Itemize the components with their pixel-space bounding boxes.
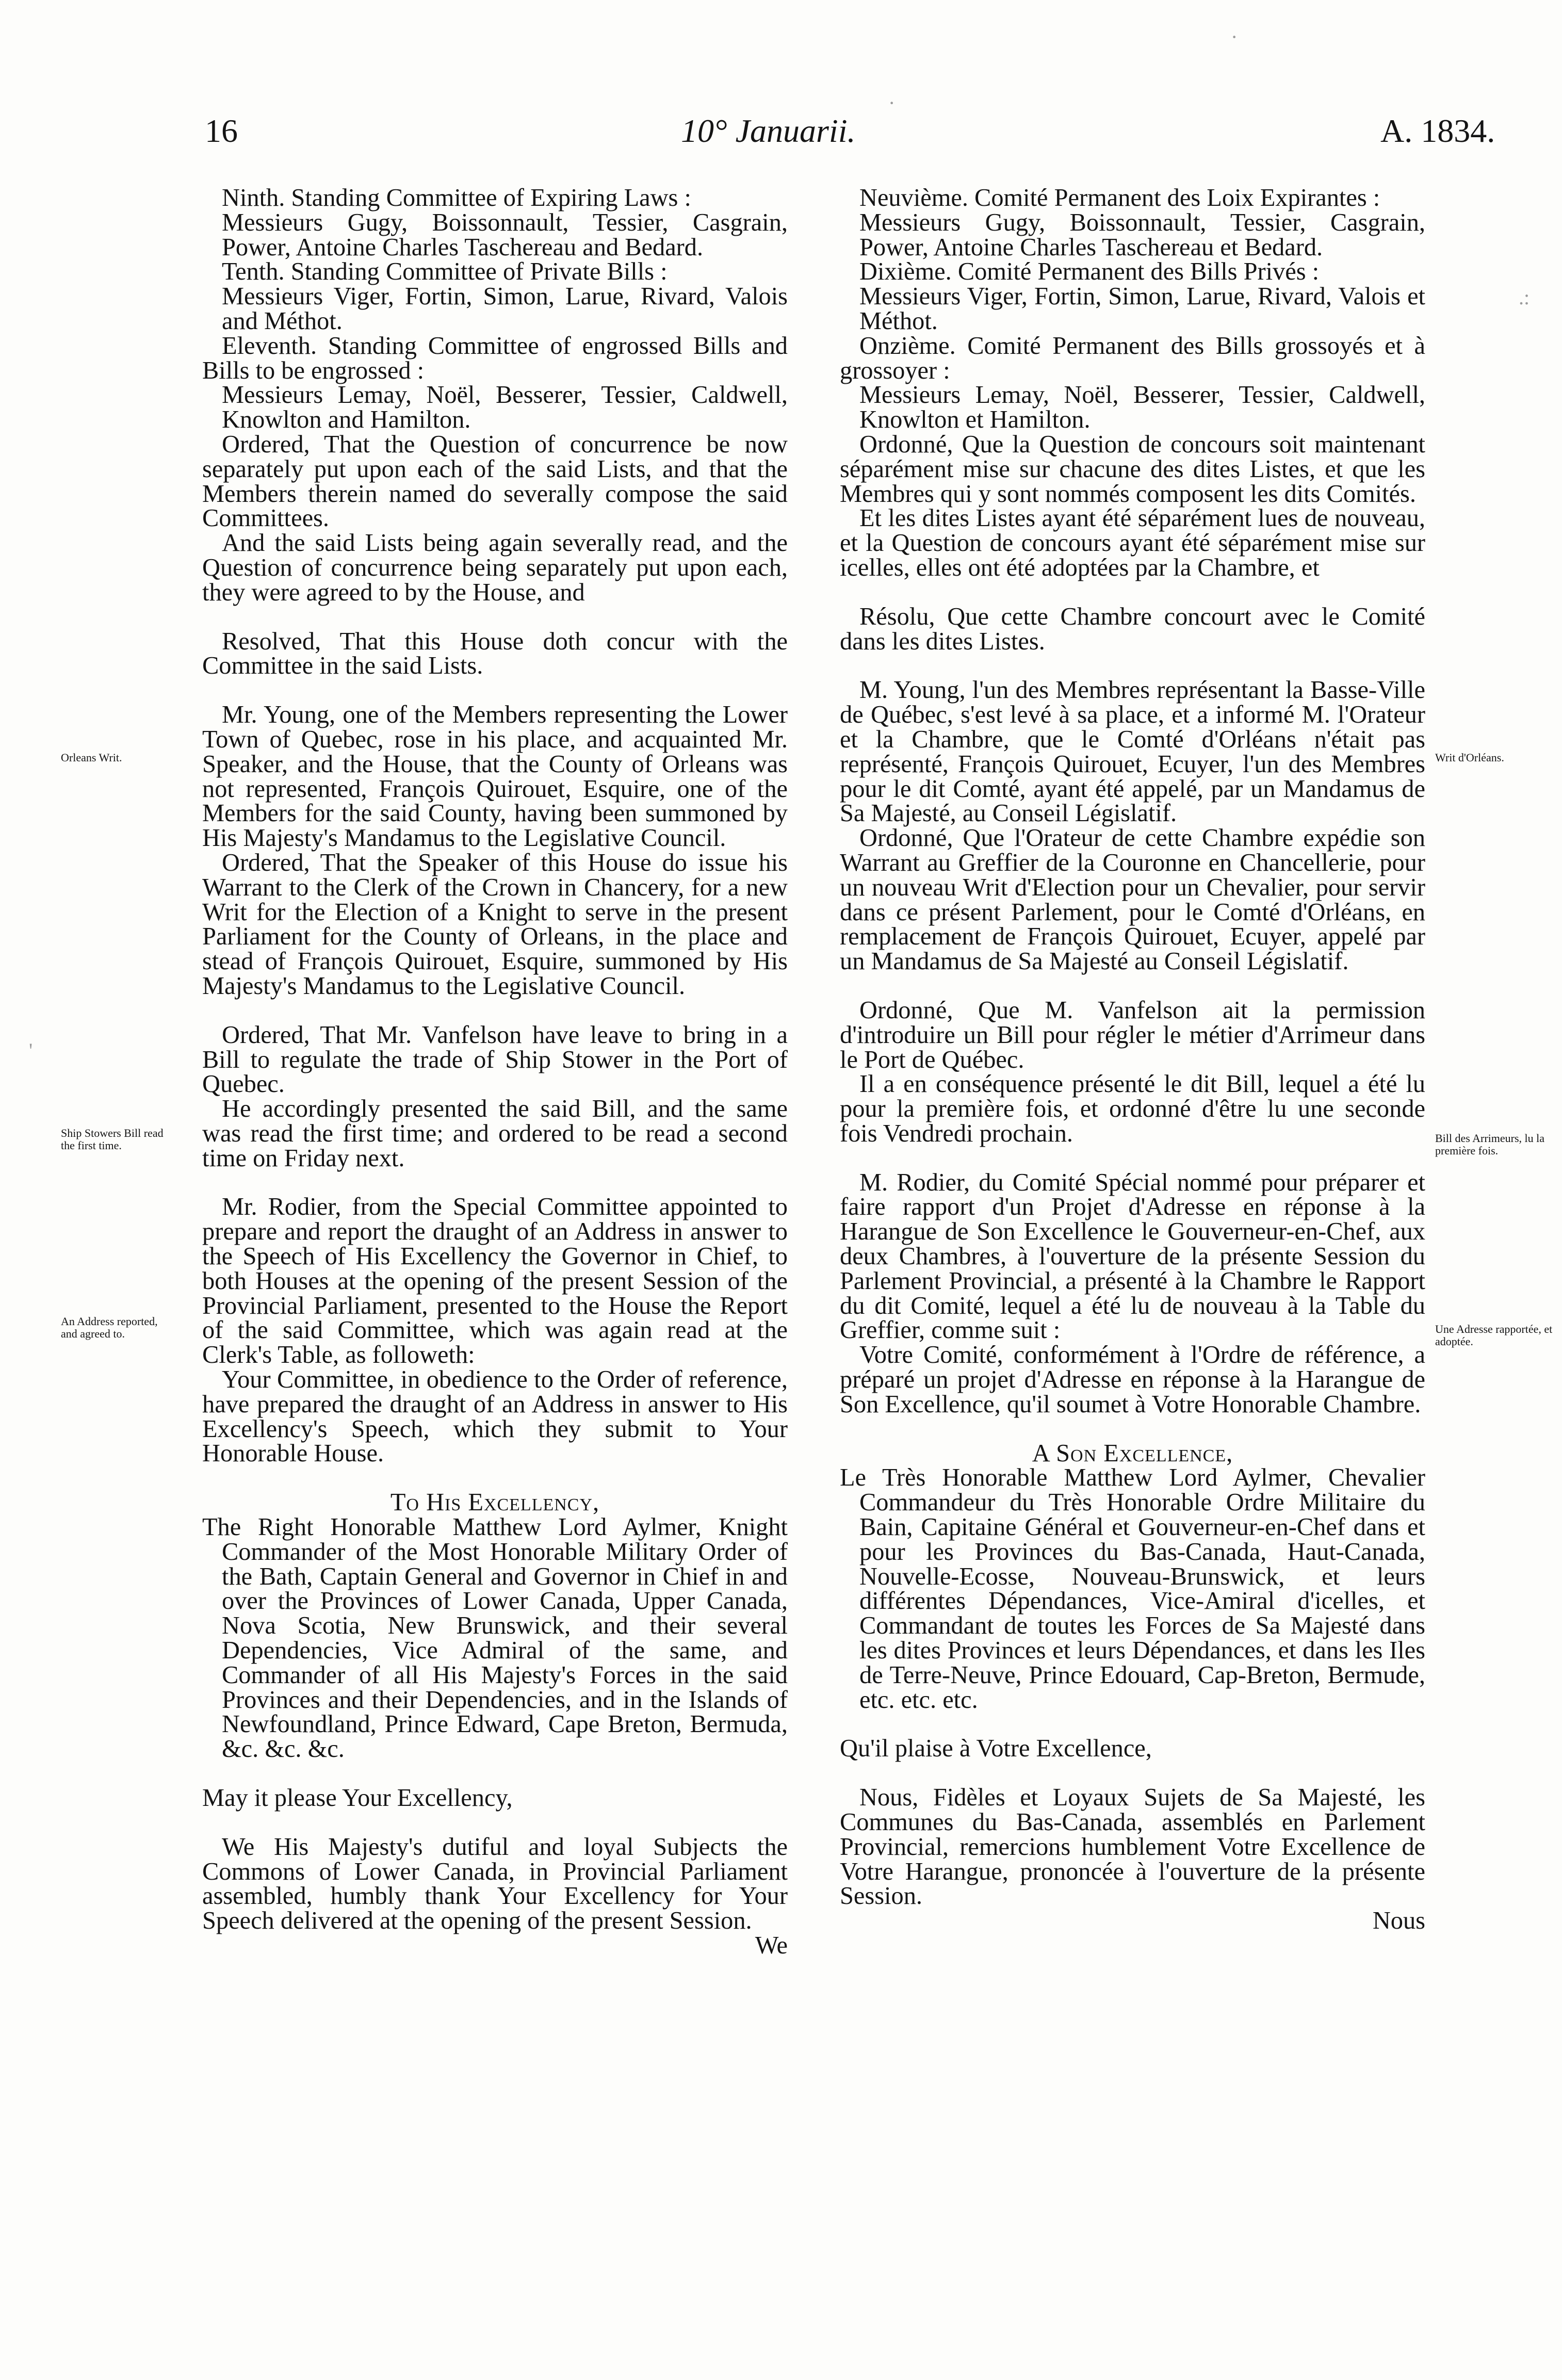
page-date: 10° Januarii. [681, 112, 856, 149]
rodier-paragraph: M. Rodier, du Comité Spécial nommé pour préparer et faire rapport d'un Projet d'Adresse en réponse à la Harangue de Son Excellence le Gouverneur-en-Chef, aux deux Chambres, à l'ouverture de la présente Session du Parlement Provincial, a présenté à la Chambre le Rapport du dit Comité, lequel a été lu de nouveau à la Table du Greffier, comme suit : [840, 1168, 1425, 1344]
french-column [840, 186, 1425, 1933]
lists-read-paragraph: Et les dites Listes ayant été séparément lues de nouveau, et la Question de concours ayant été séparément mise sur icelles, elles ont été adoptées par la Chambre, et [840, 504, 1425, 581]
scan-speck: · [888, 91, 896, 115]
tenth-committee-members: Messieurs Viger, Fortin, Simon, Larue, Rivard, Valois et Méthot. [859, 283, 1425, 335]
resolved-paragraph: Resolved, That this House doth concur with the Committee in the said Lists. [202, 627, 788, 680]
margin-note-bill-arrimeurs: Bill des Arrimeurs, lu la première fois. [1435, 1132, 1545, 1157]
tenth-committee-members: Messieurs Viger, Fortin, Simon, Larue, Rivard, Valois and Méthot. [222, 283, 788, 335]
ordered-writ-paragraph: Ordonné, Que l'Orateur de cette Chambre expédie son Warrant au Greffier de la Couronne en Chancellerie, pour un nouveau Writ d'Election pour un Chevalier, pour servir dans ce présent Parlement, pour le Comté d'Orléans, en remplacement de François Quirouet, Ecuyer, appelé par un Mandamus de Sa Majesté au Conseil Législatif. [840, 824, 1425, 975]
ordered-bill-paragraph: Ordered, That Mr. Vanfelson have leave to bring in a Bill to regulate the trade of Ship Stower in the Port of Quebec. [202, 1021, 788, 1098]
scan-speck: .: [1519, 286, 1530, 309]
margin-note-ship-stowers-bill: Ship Stowers Bill read the first time. [61, 1127, 164, 1152]
address-body-paragraph: Nous, Fidèles et Loyaux Sujets de Sa Majesté, les Communes du Bas-Canada, assemblés en Parlement Provincial, remercions humblement Votre Excellence de Votre Harangue, prononcée à l'ouverture de la présente Session. [840, 1784, 1425, 1910]
eleventh-committee-members: Messieurs Lemay, Noël, Besserer, Tessier, Caldwell, Knowlton and Hamilton. [222, 381, 788, 434]
margin-note-address-reported: An Address reported, and agreed to. [61, 1315, 158, 1340]
aylmer-titles-paragraph: Le Très Honorable Matthew Lord Aylmer, Chevalier Commandeur du Très Honorable Ordre Militaire du Bain, Capitaine Général et Gouverneur-en-Chef dans et pour les Provinces du Bas-Canada, Haut-Canada, Nouvelle-Ecosse, Nouveau-Brunswick, et leurs différentes Dépendances, Vice-Amiral d'icelles, et Commandant de toutes les Forces de Sa Majesté dans les dites Provinces et leurs Dépendances, et dans les Iles de Terre-Neuve, Prince Edouard, Cap-Breton, Bermude, etc. etc. etc. [840, 1464, 1425, 1714]
margin-note-writ-orleans: Writ d'Orléans. [1435, 751, 1504, 764]
margin-note-orleans-writ: Orleans Writ. [61, 751, 122, 764]
tenth-committee-title: Tenth. Standing Committee of Private Bills : [222, 258, 668, 286]
page-number: 16 [205, 112, 238, 149]
salutation: May it please Your Excellency, [202, 1784, 513, 1812]
bill-presented-paragraph: He accordingly presented the said Bill, and the same was read the first time; and ordered to be read a second time on Friday next. [202, 1095, 788, 1172]
ordered-concurrence: Ordonné, Que la Question de concours soit maintenant séparément mise sur chacune des dites Listes, et que les Membres qui y sont nommés composent les dits Comités. [840, 430, 1425, 508]
committee-report-paragraph: Votre Comité, conformément à l'Ordre de référence, a préparé un projet d'Adresse en réponse à la Harangue de Son Excellence, qu'il soumet à Votre Honorable Chambre. [840, 1341, 1425, 1418]
ninth-committee-title: Ninth. Standing Committee of Expiring Laws : [222, 184, 691, 211]
eleventh-committee-title: Onzième. Comité Permanent des Bills grossoyés et à grossoyer : [840, 332, 1425, 384]
bill-presented-paragraph: Il a en conséquence présenté le dit Bill, lequel a été lu pour la première fois, et ordonné d'être lu une seconde fois Vendredi prochain. [840, 1070, 1425, 1147]
ordered-concurrence: Ordered, That the Question of concurrence be now separately put upon each of the said Lists, and that the Members therein named do severally compose the said Committees. [202, 430, 788, 532]
address-heading: To His Excellency, [390, 1489, 600, 1517]
ordered-bill-paragraph: Ordonné, Que M. Vanfelson ait la permission d'introduire un Bill pour régler le métier d'Arrimeur dans le Port de Québec. [840, 996, 1425, 1073]
young-paragraph: M. Young, l'un des Membres représentant la Basse-Ville de Québec, s'est levé à sa place, et a informé M. l'Orateur et la Chambre, que le Comté d'Orléans n'était pas représenté, François Quirouet, Ecuyer, l'un des Membres pour le dit Comté, ayant été appelé, par un Mandamus de Sa Majesté, au Conseil Législatif. [840, 676, 1425, 827]
young-paragraph: Mr. Young, one of the Members representing the Lower Town of Quebec, rose in his place, and acquainted Mr. Speaker, and the House, that the County of Orleans was not represented, François Quirouet, Esquire, one of the Members for the said County, having been summoned by His Majesty's Mandamus to the Legislative Council. [202, 701, 788, 852]
address-body-paragraph: We His Majesty's dutiful and loyal Subjects the Commons of Lower Canada, in Provincial Parliament assembled, humbly thank Your Excellency for Your Speech delivered at the opening of the present Session. [202, 1833, 788, 1935]
eleventh-committee-members: Messieurs Lemay, Noël, Besserer, Tessier, Caldwell, Knowlton et Hamilton. [859, 381, 1425, 434]
scan-speck: · [1231, 25, 1238, 48]
aylmer-titles-paragraph: The Right Honorable Matthew Lord Aylmer, Knight Commander of the Most Honorable Military Order of the Bath, Captain General and Governor in Chief in and over the Provinces of Lower Canada, Upper Canada, Nova Scotia, New Brunswick, and their several Dependencies, Vice Admiral of the same, and Commander of all His Majesty's Forces in the said Provinces and their Dependencies, and in the Islands of Newfoundland, Prince Edward, Cape Breton, Bermuda, &c. &c. &c. [202, 1513, 788, 1763]
ninth-committee-members: Messieurs Gugy, Boissonnault, Tessier, Casgrain, Power, Antoine Charles Taschereau et Bedard. [859, 208, 1425, 261]
lists-read-paragraph: And the said Lists being again severally read, and the Question of concurrence being separately put upon each, they were agreed to by the House, and [202, 529, 788, 606]
margin-note-adresse-rapportee: Une Adresse rapportée, et adoptée. [1435, 1323, 1553, 1348]
ordered-writ-paragraph: Ordered, That the Speaker of this House do issue his Warrant to the Clerk of the Crown in Chancery, for a new Writ for the Election of a Knight to serve in the present Parliament for the County of Orleans, in the place and stead of François Quirouet, Esquire, summoned by His Majesty's Mandamus to the Legislative Council. [202, 849, 788, 1000]
catchword: Nous [1372, 1907, 1425, 1935]
scan-speck: ' [29, 1039, 33, 1062]
committee-report-paragraph: Your Committee, in obedience to the Order of reference, have prepared the draught of an Address in answer to His Excellency's Speech, which they submit to Your Honorable House. [202, 1366, 788, 1468]
address-heading: A Son Excellence, [1032, 1439, 1233, 1467]
salutation: Qu'il plaise à Votre Excellence, [840, 1735, 1152, 1763]
english-column [202, 186, 788, 1958]
catchword: We [755, 1932, 788, 1959]
eleventh-committee-title: Eleventh. Standing Committee of engrossed Bills and Bills to be engrossed : [202, 332, 788, 384]
resolved-paragraph: Résolu, Que cette Chambre concourt avec le Comité dans les dites Listes. [840, 602, 1425, 655]
ninth-committee-title: Neuvième. Comité Permanent des Loix Expirantes : [859, 184, 1380, 211]
tenth-committee-title: Dixième. Comité Permanent des Bills Privés : [859, 258, 1320, 286]
ninth-committee-members: Messieurs Gugy, Boissonnault, Tessier, Casgrain, Power, Antoine Charles Taschereau and Bedard. [222, 208, 788, 261]
page-year: A. 1834. [1380, 112, 1495, 149]
rodier-paragraph: Mr. Rodier, from the Special Committee appointed to prepare and report the draught of an Address in answer to the Speech of His Excellency the Governor in Chief, to both Houses at the opening of the present Session of the Provincial Parliament, presented to the House the Report of the said Committee, which was again read at the Clerk's Table, as followeth: [202, 1193, 788, 1369]
